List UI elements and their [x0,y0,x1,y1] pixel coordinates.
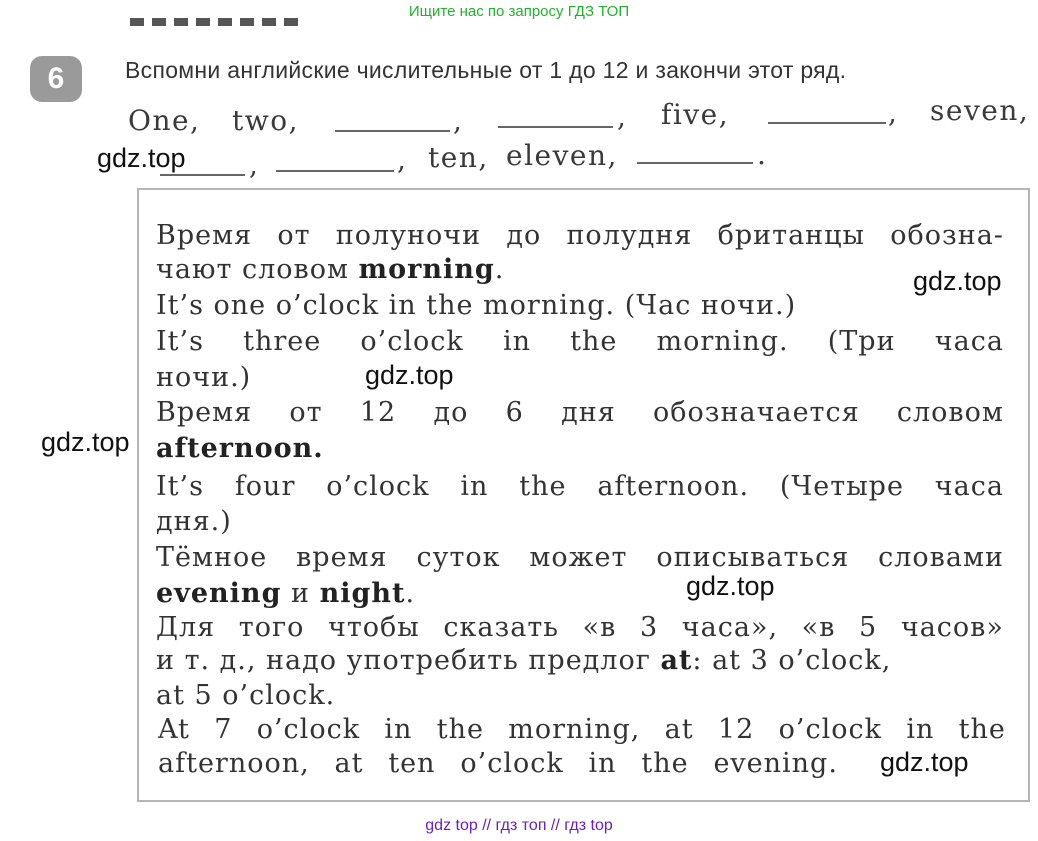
answer-blank-nine[interactable] [276,156,394,172]
watermark: gdz.top [686,571,775,601]
rule-example: It’s three o’clock in the morning. (Три часа [156,326,1004,357]
rule-line: и т. д., надо употребить предлог at: at 3 o’clock, [156,645,892,676]
search-banner[interactable]: Ищите нас по запросу ГДЗ ТОП [408,3,630,20]
answer-blank-four[interactable] [498,112,613,128]
rule-example: afternoon, at ten o’clock in the evening. [158,748,838,779]
rule-example: At 7 o’clock in the morning, at 12 o’clock in the [158,714,1006,745]
sequence-comma: , [888,96,899,129]
rule-line: afternoon. [156,433,324,464]
rule-example: at 5 o’clock. [156,680,336,711]
rule-line: evening и night. [156,578,416,609]
rule-example: ночи.) [156,362,252,393]
task-instruction: Вспомни английские числительные от 1 до 12 и закончи этот ряд. [125,57,847,83]
sequence-word-one: One, [128,104,201,137]
sequence-word-two: two, [232,104,299,137]
sequence-word-eleven: eleven, [506,139,618,172]
rule-line: Время от полуночи до полудня британцы обозна- [156,220,1004,251]
sequence-comma: , [453,104,464,137]
sequence-comma: , [397,143,408,176]
watermark: gdz.top [913,266,1002,296]
answer-blank-twelve[interactable] [637,148,753,164]
sequence-word-seven: seven, [930,94,1030,127]
rule-line: Для того чтобы сказать «в 3 часа», «в 5 часов» [156,612,1004,643]
footer-links[interactable]: gdz top // гдз топ // гдз top [425,817,613,834]
rule-line: Тёмное время суток может описываться словами [156,542,1004,573]
answer-blank-six[interactable] [768,108,886,124]
watermark: gdz.top [365,360,454,390]
watermark: gdz.top [880,747,969,777]
rule-example: It’s one o’clock in the morning. (Час ночи.) [156,290,797,321]
rule-line: чают словом morning. [156,254,505,285]
rule-line: Время от 12 до 6 дня обозначается словом [156,397,1004,428]
sequence-comma: , [249,148,260,181]
task-number-badge: 6 [30,56,82,102]
sequence-word-ten: ten, [428,141,489,174]
watermark: gdz.top [41,427,130,457]
sequence-period: . [757,138,768,171]
sequence-word-five: five, [661,98,730,131]
answer-blank-three[interactable] [335,116,450,132]
sequence-comma: , [617,100,628,133]
rule-example: It’s four o’clock in the afternoon. (Четыре часа [156,471,1004,502]
watermark: gdz.top [97,143,186,173]
rule-example: дня.) [156,506,232,537]
